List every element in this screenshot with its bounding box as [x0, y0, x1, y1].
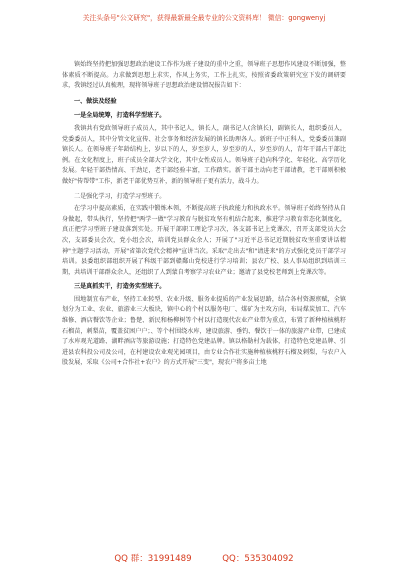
paragraph-3: 围地制宜布产业，坚持工业转型、农业升级、服务业提质的产业发展思路，结合各村资源禀赋，全镇划分为工业、农业、旅游业三大板块，镇中心的个村以服务电厂、煤矿为主攻方向，布局煤炭加工、汽车维修、酒店餐饮等企业；鲁楚、新民和杨柳树等个村以打造现代农业产业带为重点，布置了新种植核桃籽石榴苗，刺梨苗，覆盖贫困户户；、等个村围绕水库，建设旅游、垂钓、餐饮于一体的旅游产业带，已建成了水库观光道路、湖畔酒店等旅游设施；打造特色党建品牌。镇以格勒村为载体，打造特色党建品牌、引进县农科投公司及公司，在村建设农业观光园项目，由专业合作社实施种植核桃籽石榴及刺梨，与农户入股发展，采取《公司+合作社+农户》的方式开展"三变"，现农户将多亩土地 — [62, 295, 346, 367]
footer-banner — [0, 553, 408, 565]
paragraph-1: 我镇共有党政领导班子成员人，其中书记人，镇长人，副书记人(含镇长)，副镇长人，组织委员人，党委委员人，其中分管文化宣传、社会事务和经济发展的镇长助理各人。新班子中正科人，党委委员兼副镇长人。在领导班子年龄结构上，岁以下的人，岁至岁人，岁至岁的人，岁至岁的人，青年干部占干部比例。在文化程度上，班子成员全部大学文化，其中女性成员人。领导班子趋向科学化、年轻化、高学历化发展。年轻干部热情高、干劲足，老干部经验丰富，工作踏实。新干部主动向老干部请教，老干部则积极做好"传帮带"工作，新老干部优势互补，新的领导班子更有活力，战斗力。 — [62, 124, 346, 185]
header-banner — [0, 14, 408, 23]
paragraph-2: 在学习中提高素质，在实践中锻炼本领，不断提高班子执政能力和执政水平。领导班子始终坚持从自身做起，带头执行，坚持把"两学一做"学习教育与脱贫攻坚有机结合起来，推进学习教育常态化制度化，真正把学习型班子建设落到实处。开展干部职工理论学习次，各支部书记上党课次，召开支部党员大会次，支部委员会次，党小组会次，培训党员群众余人；开展了"习近平总书记近期脱贫攻坚重要讲话精神"主题学习活动，开展"省第次党代会精神"宣讲当次。采取"走出去"和"请进来"的方式强化党员干部学习培训。县委组织部组织开展了科级干部到赣鄱山党校进行学习培训；县农广校、县人事局组织到培训三期，共培训干部群众余人，还组织了人到蒙自考察学习农业产业；邀请了县党校老师到上党课次等。 — [62, 205, 346, 276]
subheading-3: 三是真抓实干，打造务实型班子。 — [74, 283, 166, 291]
qq-number: QQ：535304092 — [222, 554, 294, 564]
intro-paragraph: 镇始终坚持把加强思想政治建设工作作为班子建设的重中之重，领导班子思想作风建设不断加强，整体素质不断提高。力求做到思想上求实，作风上务实，工作上扎实，按照省委政策研究室下发的调研要求，我镇经过认真梳理，现将领导班子思想政治建设情况报告如下： — [62, 61, 346, 90]
section-heading-1: 一、做法及经验 — [74, 97, 117, 105]
subheading-1: 一是全局统筹，打造科学型班子。 — [74, 112, 166, 120]
document-body — [62, 60, 346, 369]
header-line: 关注头条号"公文研究"，获得最新最全最专业的公文资料库！ 微信：gongwenyj — [82, 14, 326, 22]
qq-group-number: QQ 群：31991489 — [114, 554, 192, 564]
subheading-2: 二是强化学习，打造学习型班子。 — [74, 192, 166, 200]
